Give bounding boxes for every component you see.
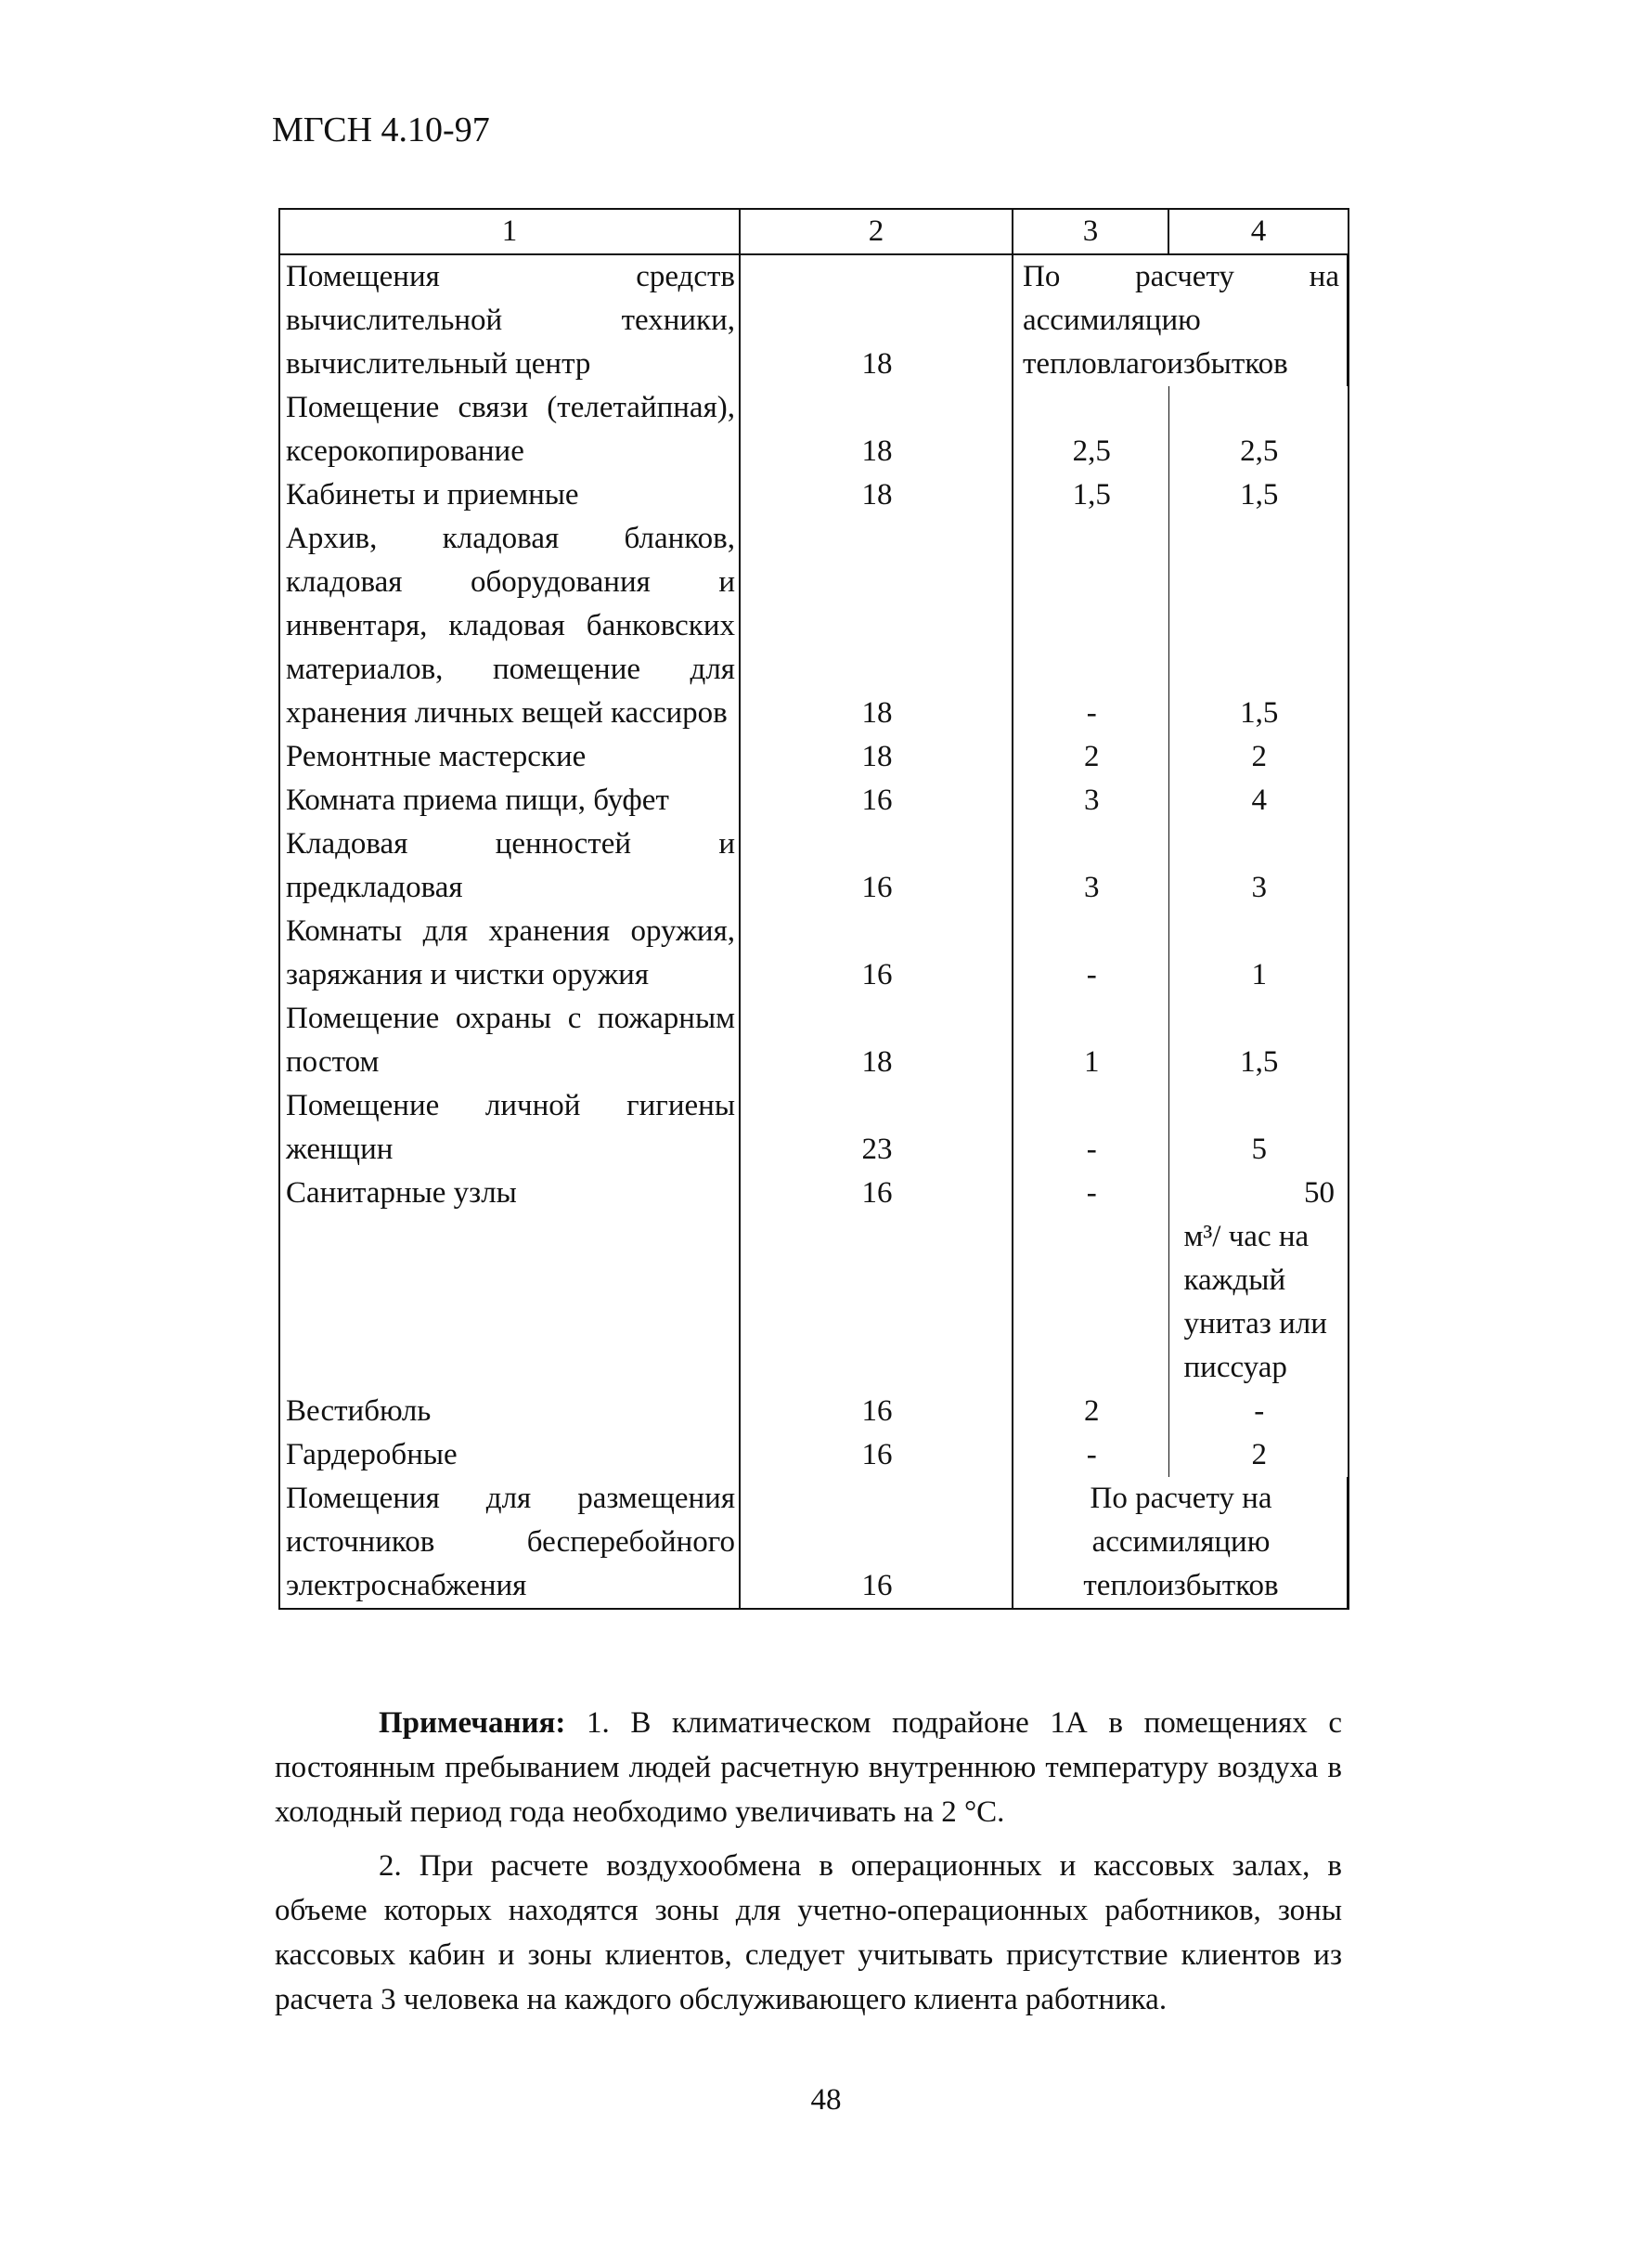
- table-row: [280, 517, 1348, 735]
- norms-table-grid: [280, 210, 1349, 1608]
- note-1-text: 1. В климатическом подрайоне 1А в помещениях с постоянным пребыванием людей расчетную внутреннюю температуру воздуха в холодный период года необходимо увеличивать на 2 °С.: [275, 1706, 1342, 1829]
- supply-rate: -: [1013, 910, 1168, 997]
- room-name: Кладовая ценностей и предкладовая: [280, 823, 740, 910]
- supply-rate: 3: [1013, 779, 1168, 823]
- temperature-value: 18: [740, 473, 1013, 517]
- temperature-value: 16: [740, 823, 1013, 910]
- exhaust-rate-cell: [1168, 1172, 1348, 1390]
- exhaust-rate: 2: [1251, 1438, 1267, 1471]
- supply-rate: 1: [1013, 997, 1168, 1084]
- room-name: Ремонтные мастерские: [280, 735, 740, 779]
- room-name: Гардеробные: [280, 1433, 740, 1477]
- norms-table: [278, 208, 1349, 1610]
- table-row: [280, 473, 1348, 517]
- supply-rate: 1,5: [1013, 473, 1168, 517]
- table-row: [280, 1433, 1348, 1477]
- supply-rate: 2: [1013, 1390, 1168, 1433]
- temperature-value: 16: [740, 910, 1013, 997]
- exhaust-rate: 2,5: [1240, 434, 1279, 468]
- temperature-value: 18: [740, 386, 1013, 473]
- column-header-4: 4: [1168, 210, 1348, 254]
- supply-rate: -: [1013, 517, 1168, 735]
- room-name: Вестибюль: [280, 1390, 740, 1433]
- table-row: [280, 779, 1348, 823]
- exhaust-rate: 1,5: [1240, 478, 1279, 512]
- exhaust-rate: 5: [1251, 1133, 1267, 1166]
- room-name: Помещение охраны с пожарным постом: [280, 997, 740, 1084]
- notes-section: [275, 1701, 1342, 2031]
- notes-label: Примечания: [379, 1706, 556, 1740]
- exhaust-rate: 3: [1251, 871, 1267, 904]
- temperature-value: 16: [740, 1172, 1013, 1390]
- exhaust-rate: 1,5: [1240, 696, 1279, 730]
- exhaust-rate: 1: [1251, 958, 1267, 991]
- table-row: [280, 735, 1348, 779]
- note-1: Примечания: 1. В климатическом подрайоне 1А в помещениях с постоянным пребыванием людей расчетную внутреннюю температуру воздуха в холодный период года необходимо увеличивать на 2 °С.: [275, 1706, 1342, 1829]
- temperature-value: 18: [740, 254, 1013, 386]
- supply-rate: -: [1013, 1084, 1168, 1172]
- table-row: [280, 1172, 1348, 1390]
- temperature-value: 16: [740, 1433, 1013, 1477]
- page-number: 48: [810, 2083, 842, 2117]
- table-row: [280, 1390, 1348, 1433]
- table-row: [280, 254, 1348, 386]
- table-row: [280, 1477, 1348, 1608]
- temperature-value: 16: [740, 1477, 1013, 1608]
- exhaust-rate-unit-note: м³/ час на каждый унитаз или писсуар: [1183, 1220, 1327, 1384]
- exhaust-rate: 50: [1304, 1176, 1335, 1210]
- document-code: МГСН 4.10-97: [272, 110, 490, 149]
- column-header-2: 2: [740, 210, 1013, 254]
- supply-rate: -: [1013, 1172, 1168, 1390]
- room-name: Помещение связи (телетайпная), ксерокопирование: [280, 386, 740, 473]
- supply-rate: 3: [1013, 823, 1168, 910]
- exhaust-rate: 4: [1251, 784, 1267, 817]
- table-header-row: [280, 210, 1348, 254]
- temperature-value: 23: [740, 1084, 1013, 1172]
- merged-exchange-note: По расчету на ассимиляцию теплоизбытков: [1013, 1477, 1348, 1608]
- table-row: [280, 1084, 1348, 1172]
- room-name: Комната приема пищи, буфет: [280, 779, 740, 823]
- room-name: Кабинеты и приемные: [280, 473, 740, 517]
- supply-rate: -: [1013, 1433, 1168, 1477]
- supply-rate: 2: [1013, 735, 1168, 779]
- room-name: Комнаты для хранения оружия, заряжания и чистки оружия: [280, 910, 740, 997]
- exhaust-rate: -: [1254, 1394, 1265, 1428]
- temperature-value: 16: [740, 779, 1013, 823]
- column-header-3: 3: [1013, 210, 1168, 254]
- column-header-1: 1: [280, 210, 740, 254]
- room-name: Помещения для размещения источников бесперебойного электроснабжения: [280, 1477, 740, 1608]
- temperature-value: 16: [740, 1390, 1013, 1433]
- room-name: Санитарные узлы: [280, 1172, 740, 1390]
- temperature-value: 18: [740, 997, 1013, 1084]
- table-row: [280, 823, 1348, 910]
- room-name: Архив, кладовая бланков, кладовая оборудования и инвентаря, кладовая банковских материалов, помещение для хранения личных вещей кассиров: [280, 517, 740, 735]
- room-name: Помещения средств вычислительной техники, вычислительный центр: [280, 254, 740, 386]
- table-row: [280, 386, 1348, 473]
- temperature-value: 18: [740, 735, 1013, 779]
- temperature-value: 18: [740, 517, 1013, 735]
- exhaust-rate: 1,5: [1240, 1045, 1279, 1079]
- supply-rate: 2,5: [1013, 386, 1168, 473]
- exhaust-rate: 2: [1251, 740, 1267, 773]
- room-name: Помещение личной гигиены женщин: [280, 1084, 740, 1172]
- merged-exchange-note: По расчету на ассимиляцию тепловлагоизбытков: [1013, 254, 1348, 386]
- note-2: 2. При расчете воздухообмена в операционных и кассовых залах, в объеме которых находятся зоны для учетно-операционных работников, зоны кассовых кабин и зоны клиентов, следует учитывать присутствие клиентов из расчета 3 человека на каждого обслуживающего клиента работника.: [275, 1849, 1342, 2016]
- table-row: [280, 910, 1348, 997]
- table-row: [280, 997, 1348, 1084]
